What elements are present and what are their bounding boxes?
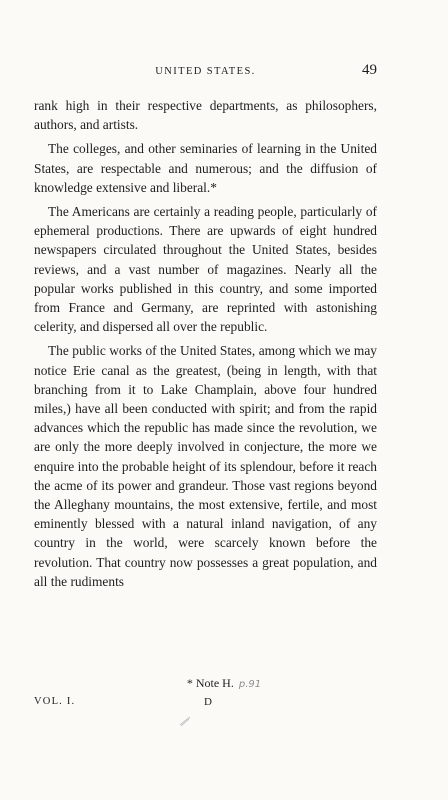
paragraph: The public works of the United States, among which we may notice Erie canal as the greatest, (being in length, with that branching from it to Lake Champlain, above four hundred miles,) have all been conducted with spirit; and from the rapid advances which the republic has made since the revolution, we are only the more deeply involved in conjecture, the more we enquire into the probable height of its splendour, before it reach the acme of its power and grandeur. Those vast regions beyond the Alleghany mountains, the most extensive, fertile, and most eminently blessed with a natural inland navigation, of any country in the world, were scarcely known before the revolution. That country now possesses a great population, and all the rudiments [34,343,377,589]
body-text [34,96,377,596]
signature-mark: D [204,696,212,708]
paragraph: The colleges, and other seminaries of learning in the United States, are respectable and numerous; and the diffusion of knowledge extensive and liberal.* [34,141,377,195]
signature-line [34,696,377,716]
footnote [0,676,448,691]
footnote-text: * Note H. [186,676,234,690]
running-head [34,62,377,82]
pencil-annotation: p.91 [238,679,262,690]
pencil-scribble-icon [178,715,192,727]
volume-label: VOL. I. [34,696,76,707]
running-title: UNITED STATES. [155,66,256,77]
paragraph: The Americans are certainly a reading people, particularly of ephemeral productions. There are upwards of eight hundred newspapers circulated throughout the United States, besides reviews, and a vast number of magazines. Nearly all the popular works published in this country, and some imported from France and Germany, are reprinted with astonishing celerity, and dispersed all over the republic. [34,204,377,335]
page-number: 49 [362,62,377,78]
paragraph: rank high in their respective departments, as philosophers, authors, and artists. [34,98,377,133]
